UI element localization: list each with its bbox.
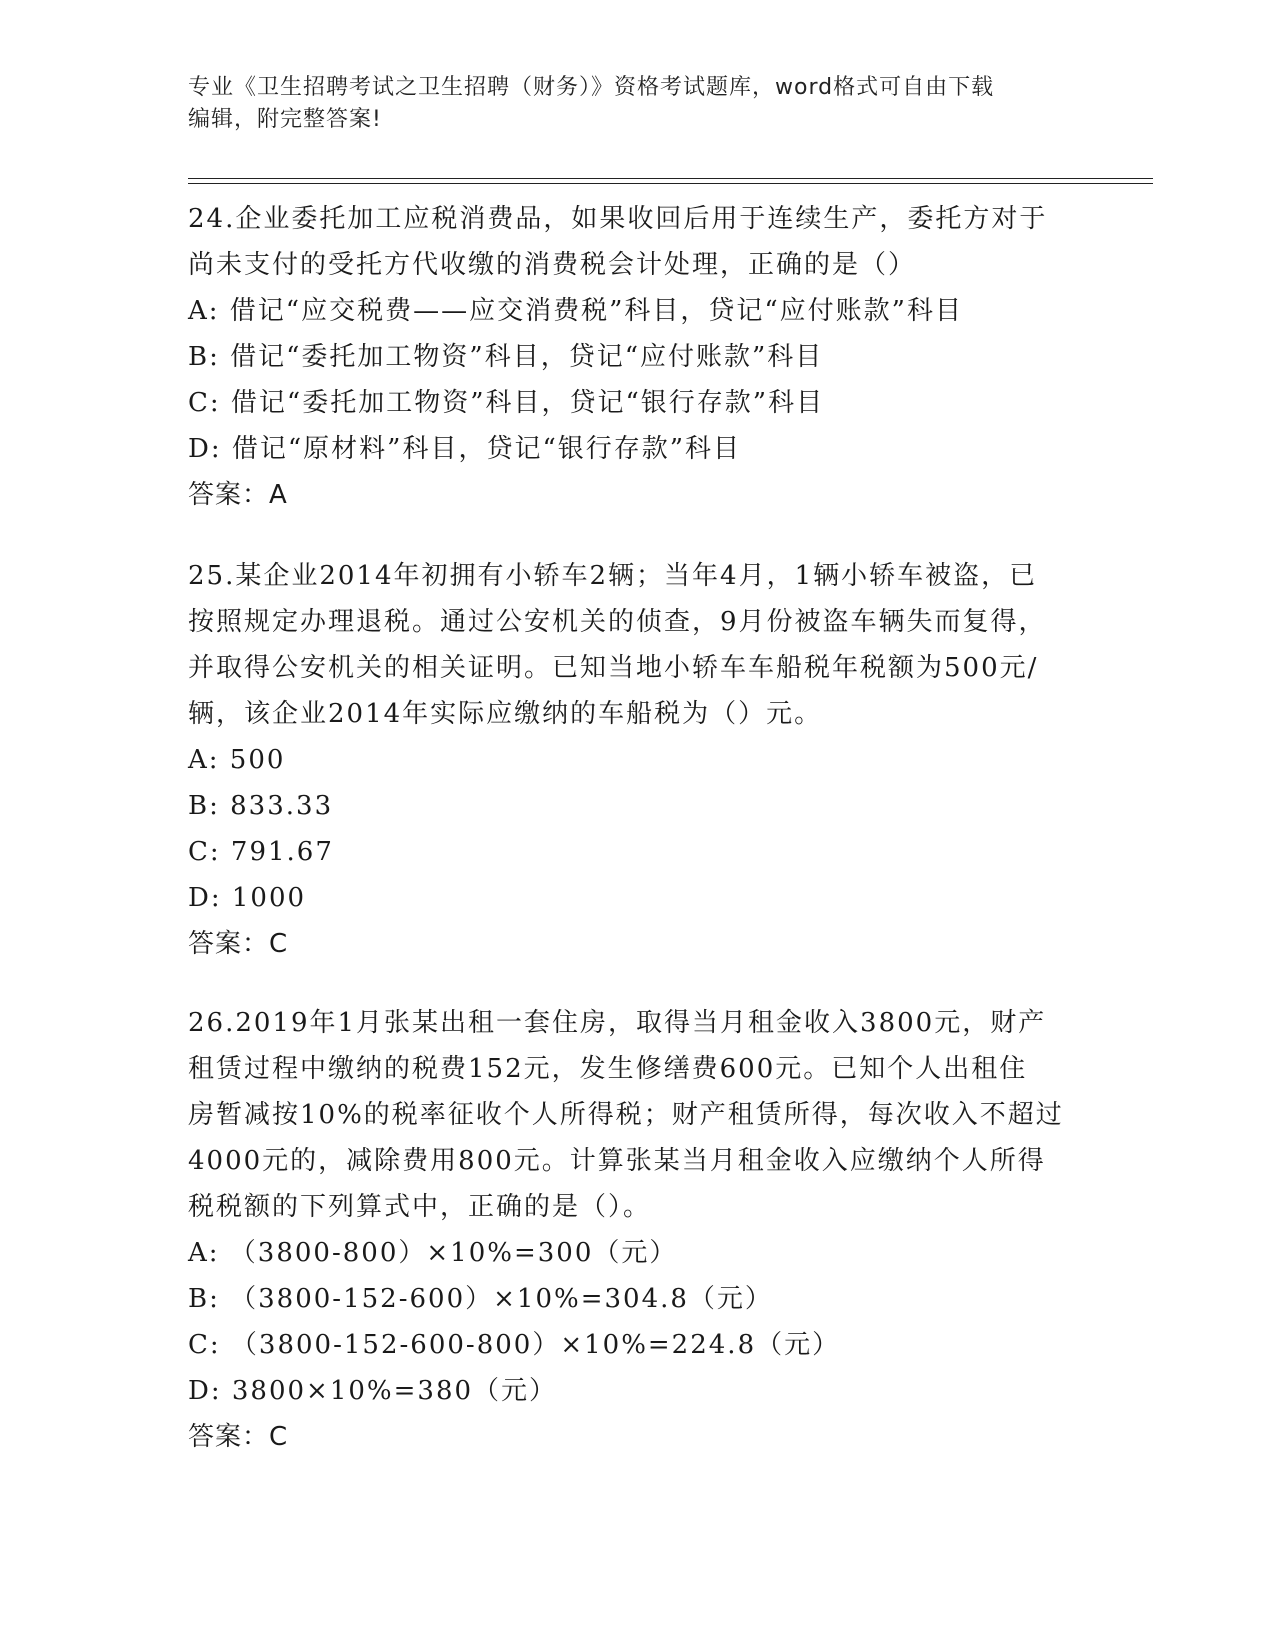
header-divider-bottom (188, 183, 1153, 184)
question-text-line: 辆，该企业2014年实际应缴纳的车船税为（）元。 (188, 699, 823, 729)
option-c: C: 借记“委托加工物资”科目，贷记“银行存款”科目 (188, 388, 825, 418)
answer: 答案：C (188, 929, 289, 959)
question-25 (188, 553, 1088, 967)
document-header (188, 72, 1068, 136)
header-line-2: 编辑，附完整答案! (188, 107, 382, 132)
option-c: C: （3800-152-600-800）×10%=224.8（元） (188, 1330, 841, 1360)
question-text-line: 26.2019年1月张某出租一套住房，取得当月租金收入3800元，财产 (188, 1008, 1047, 1038)
header-line-1: 专业《卫生招聘考试之卫生招聘（财务）》资格考试题库，word格式可自由下载 (188, 75, 995, 100)
question-24 (188, 196, 1088, 518)
question-text-line: 房暂减按10%的税率征收个人所得税；财产租赁所得，每次收入不超过 (188, 1100, 1064, 1130)
option-d: D: 1000 (188, 883, 307, 913)
option-d: D: 借记“原材料”科目，贷记“银行存款”科目 (188, 434, 742, 464)
option-a: A: 借记“应交税费——应交消费税”科目，贷记“应付账款”科目 (188, 296, 963, 326)
question-text-line: 税税额的下列算式中，正确的是（）。 (188, 1192, 652, 1222)
question-26 (188, 1000, 1088, 1460)
option-a: A: （3800-800）×10%=300（元） (188, 1238, 678, 1268)
answer: 答案：A (188, 480, 288, 510)
question-text-line: 4000元的，减除费用800元。计算张某当月租金收入应缴纳个人所得 (188, 1146, 1046, 1176)
option-b: B: 借记“委托加工物资”科目，贷记“应付账款”科目 (188, 342, 824, 372)
option-b: B: 833.33 (188, 791, 334, 821)
question-text-line: 并取得公安机关的相关证明。已知当地小轿车车船税年税额为500元/ (188, 653, 1039, 683)
question-text-line: 尚未支付的受托方代收缴的消费税会计处理，正确的是（） (188, 250, 917, 280)
header-divider-top (188, 178, 1153, 179)
question-text-line: 租赁过程中缴纳的税费152元，发生修缮费600元。已知个人出租住 (188, 1054, 1028, 1084)
option-d: D: 3800×10%=380（元） (188, 1376, 558, 1406)
question-text-line: 24.企业委托加工应税消费品，如果收回后用于连续生产，委托方对于 (188, 204, 1048, 234)
answer: 答案：C (188, 1422, 289, 1452)
option-c: C: 791.67 (188, 837, 334, 867)
option-b: B: （3800-152-600）×10%=304.8（元） (188, 1284, 773, 1314)
question-text-line: 25.某企业2014年初拥有小轿车2辆；当年4月，1辆小轿车被盗，已 (188, 561, 1038, 591)
question-text-line: 按照规定办理退税。通过公安机关的侦查，9月份被盗车辆失而复得， (188, 607, 1047, 637)
option-a: A: 500 (188, 745, 286, 775)
